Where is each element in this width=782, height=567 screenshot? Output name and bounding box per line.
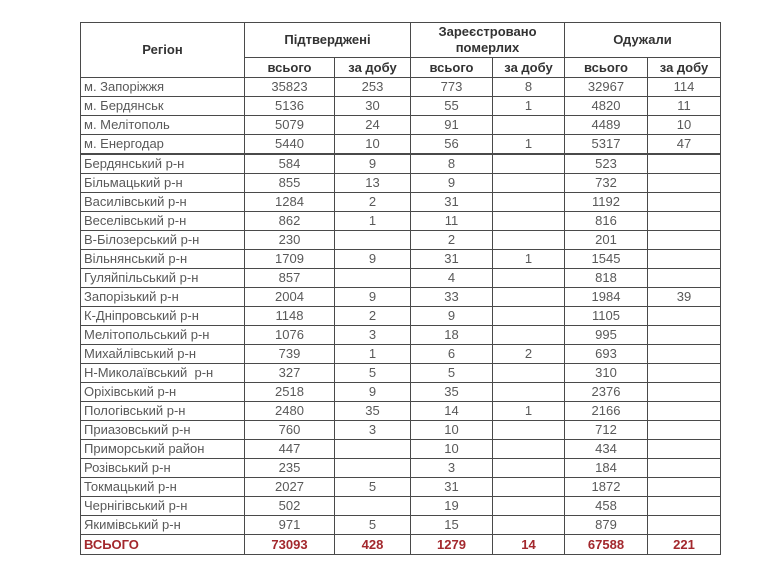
value-cell: 1284 bbox=[245, 193, 335, 212]
value-cell: 327 bbox=[245, 364, 335, 383]
value-cell: 1 bbox=[493, 135, 565, 155]
value-cell: 1709 bbox=[245, 250, 335, 269]
value-cell: 114 bbox=[648, 78, 721, 97]
value-cell: 1076 bbox=[245, 326, 335, 345]
table-row bbox=[81, 345, 721, 364]
value-cell: 13 bbox=[335, 174, 411, 193]
table-row bbox=[81, 174, 721, 193]
value-cell: 995 bbox=[565, 326, 648, 345]
value-cell: 2 bbox=[493, 345, 565, 364]
value-cell bbox=[648, 269, 721, 288]
value-cell: 14 bbox=[411, 402, 493, 421]
header-deaths-total: всього bbox=[411, 58, 493, 78]
region-cell: В-Білозерський р-н bbox=[81, 231, 245, 250]
value-cell bbox=[493, 269, 565, 288]
region-cell: Розівський р-н bbox=[81, 459, 245, 478]
value-cell: 1 bbox=[493, 402, 565, 421]
value-cell bbox=[648, 459, 721, 478]
value-cell: 857 bbox=[245, 269, 335, 288]
table-row bbox=[81, 154, 721, 174]
value-cell: 201 bbox=[565, 231, 648, 250]
value-cell bbox=[648, 402, 721, 421]
region-cell: м. Запоріжжя bbox=[81, 78, 245, 97]
table-row bbox=[81, 326, 721, 345]
value-cell: 1 bbox=[335, 212, 411, 231]
value-cell: 1105 bbox=[565, 307, 648, 326]
region-cell: Н-Миколаївський р-н bbox=[81, 364, 245, 383]
region-cell: Більмацький р-н bbox=[81, 174, 245, 193]
value-cell bbox=[335, 459, 411, 478]
table-row bbox=[81, 516, 721, 535]
value-cell bbox=[493, 212, 565, 231]
region-cell: Якимівський р-н bbox=[81, 516, 245, 535]
region-cell: Вільнянський р-н bbox=[81, 250, 245, 269]
value-cell: 11 bbox=[648, 97, 721, 116]
region-cell: Михайлівський р-н bbox=[81, 345, 245, 364]
region-cell: м. Бердянськ bbox=[81, 97, 245, 116]
region-cell: Гуляйпільський р-н bbox=[81, 269, 245, 288]
table-row bbox=[81, 497, 721, 516]
value-cell: 6 bbox=[411, 345, 493, 364]
value-cell: 8 bbox=[493, 78, 565, 97]
value-cell: 9 bbox=[411, 307, 493, 326]
table-row bbox=[81, 364, 721, 383]
totals-deaths-day: 14 bbox=[493, 535, 565, 555]
value-cell: 91 bbox=[411, 116, 493, 135]
value-cell: 35823 bbox=[245, 78, 335, 97]
value-cell bbox=[493, 440, 565, 459]
value-cell: 773 bbox=[411, 78, 493, 97]
table-body bbox=[81, 78, 721, 535]
value-cell bbox=[648, 307, 721, 326]
value-cell: 8 bbox=[411, 154, 493, 174]
value-cell bbox=[648, 193, 721, 212]
totals-confirmed-total: 73093 bbox=[245, 535, 335, 555]
value-cell: 5317 bbox=[565, 135, 648, 155]
totals-confirmed-day: 428 bbox=[335, 535, 411, 555]
value-cell: 47 bbox=[648, 135, 721, 155]
value-cell: 862 bbox=[245, 212, 335, 231]
value-cell: 2 bbox=[335, 193, 411, 212]
value-cell: 502 bbox=[245, 497, 335, 516]
value-cell: 458 bbox=[565, 497, 648, 516]
value-cell: 739 bbox=[245, 345, 335, 364]
value-cell bbox=[335, 269, 411, 288]
value-cell bbox=[648, 364, 721, 383]
value-cell: 3 bbox=[335, 421, 411, 440]
table-row bbox=[81, 440, 721, 459]
table-row bbox=[81, 421, 721, 440]
value-cell: 5 bbox=[335, 364, 411, 383]
header-recovered-total: всього bbox=[565, 58, 648, 78]
table-row bbox=[81, 193, 721, 212]
value-cell: 2 bbox=[411, 231, 493, 250]
value-cell: 971 bbox=[245, 516, 335, 535]
value-cell: 35 bbox=[411, 383, 493, 402]
header-confirmed-day: за добу bbox=[335, 58, 411, 78]
value-cell bbox=[648, 250, 721, 269]
value-cell: 9 bbox=[335, 288, 411, 307]
value-cell: 523 bbox=[565, 154, 648, 174]
value-cell: 5440 bbox=[245, 135, 335, 155]
value-cell: 19 bbox=[411, 497, 493, 516]
value-cell bbox=[493, 478, 565, 497]
value-cell: 31 bbox=[411, 193, 493, 212]
value-cell: 818 bbox=[565, 269, 648, 288]
value-cell bbox=[493, 326, 565, 345]
value-cell: 1 bbox=[493, 97, 565, 116]
value-cell: 24 bbox=[335, 116, 411, 135]
value-cell bbox=[493, 154, 565, 174]
totals-row bbox=[81, 535, 721, 555]
value-cell: 10 bbox=[648, 116, 721, 135]
region-cell: Чернігівський р-н bbox=[81, 497, 245, 516]
value-cell: 3 bbox=[411, 459, 493, 478]
table-row bbox=[81, 116, 721, 135]
value-cell bbox=[335, 440, 411, 459]
value-cell bbox=[648, 326, 721, 345]
table-row bbox=[81, 307, 721, 326]
table-row bbox=[81, 212, 721, 231]
value-cell: 253 bbox=[335, 78, 411, 97]
value-cell: 9 bbox=[335, 154, 411, 174]
header-deaths-day: за добу bbox=[493, 58, 565, 78]
value-cell: 879 bbox=[565, 516, 648, 535]
region-cell: Оріхівський р-н bbox=[81, 383, 245, 402]
value-cell bbox=[648, 516, 721, 535]
value-cell: 10 bbox=[335, 135, 411, 155]
value-cell: 2 bbox=[335, 307, 411, 326]
value-cell bbox=[648, 345, 721, 364]
value-cell: 32967 bbox=[565, 78, 648, 97]
header-confirmed: Підтверджені bbox=[245, 23, 411, 58]
value-cell bbox=[648, 383, 721, 402]
value-cell: 35 bbox=[335, 402, 411, 421]
region-cell: Приазовський р-н bbox=[81, 421, 245, 440]
table-row bbox=[81, 383, 721, 402]
value-cell: 2166 bbox=[565, 402, 648, 421]
value-cell: 5136 bbox=[245, 97, 335, 116]
header-region: Регіон bbox=[81, 23, 245, 78]
value-cell: 760 bbox=[245, 421, 335, 440]
value-cell: 1148 bbox=[245, 307, 335, 326]
value-cell bbox=[493, 421, 565, 440]
value-cell: 15 bbox=[411, 516, 493, 535]
value-cell: 235 bbox=[245, 459, 335, 478]
value-cell: 18 bbox=[411, 326, 493, 345]
value-cell bbox=[493, 364, 565, 383]
region-cell: Запорізький р-н bbox=[81, 288, 245, 307]
table-row bbox=[81, 402, 721, 421]
table-row bbox=[81, 269, 721, 288]
value-cell bbox=[493, 383, 565, 402]
value-cell: 184 bbox=[565, 459, 648, 478]
value-cell bbox=[648, 497, 721, 516]
value-cell: 55 bbox=[411, 97, 493, 116]
region-cell: м. Енергодар bbox=[81, 135, 245, 155]
totals-deaths-total: 1279 bbox=[411, 535, 493, 555]
value-cell: 310 bbox=[565, 364, 648, 383]
value-cell: 2480 bbox=[245, 402, 335, 421]
value-cell: 1545 bbox=[565, 250, 648, 269]
table-row bbox=[81, 78, 721, 97]
value-cell bbox=[335, 497, 411, 516]
table-row bbox=[81, 250, 721, 269]
value-cell: 816 bbox=[565, 212, 648, 231]
value-cell: 1 bbox=[493, 250, 565, 269]
value-cell: 2004 bbox=[245, 288, 335, 307]
value-cell: 2027 bbox=[245, 478, 335, 497]
value-cell: 31 bbox=[411, 250, 493, 269]
value-cell: 39 bbox=[648, 288, 721, 307]
region-cell: м. Мелітополь bbox=[81, 116, 245, 135]
region-cell: Пологівський р-н bbox=[81, 402, 245, 421]
value-cell: 56 bbox=[411, 135, 493, 155]
region-cell: Бердянський р-н bbox=[81, 154, 245, 174]
value-cell: 1192 bbox=[565, 193, 648, 212]
region-cell: Приморський район bbox=[81, 440, 245, 459]
value-cell: 732 bbox=[565, 174, 648, 193]
value-cell: 5 bbox=[335, 478, 411, 497]
value-cell: 1 bbox=[335, 345, 411, 364]
value-cell: 5 bbox=[335, 516, 411, 535]
region-cell: Веселівський р-н bbox=[81, 212, 245, 231]
header-confirmed-total: всього bbox=[245, 58, 335, 78]
value-cell bbox=[648, 212, 721, 231]
value-cell: 2518 bbox=[245, 383, 335, 402]
value-cell: 10 bbox=[411, 421, 493, 440]
header-group-row bbox=[81, 23, 721, 58]
value-cell: 11 bbox=[411, 212, 493, 231]
value-cell: 3 bbox=[335, 326, 411, 345]
value-cell: 9 bbox=[335, 383, 411, 402]
region-cell: К-Дніпровський р-н bbox=[81, 307, 245, 326]
table-row bbox=[81, 459, 721, 478]
value-cell: 447 bbox=[245, 440, 335, 459]
value-cell: 693 bbox=[565, 345, 648, 364]
value-cell: 1984 bbox=[565, 288, 648, 307]
value-cell bbox=[493, 516, 565, 535]
value-cell bbox=[493, 459, 565, 478]
value-cell: 9 bbox=[411, 174, 493, 193]
value-cell: 30 bbox=[335, 97, 411, 116]
value-cell: 4820 bbox=[565, 97, 648, 116]
value-cell bbox=[493, 193, 565, 212]
value-cell bbox=[493, 174, 565, 193]
value-cell: 5079 bbox=[245, 116, 335, 135]
table-row bbox=[81, 478, 721, 497]
value-cell: 855 bbox=[245, 174, 335, 193]
covid-stats-table bbox=[80, 22, 721, 555]
totals-recovered-day: 221 bbox=[648, 535, 721, 555]
totals-label: ВСЬОГО bbox=[81, 535, 245, 555]
value-cell bbox=[648, 478, 721, 497]
value-cell: 10 bbox=[411, 440, 493, 459]
value-cell: 434 bbox=[565, 440, 648, 459]
table-row bbox=[81, 231, 721, 250]
value-cell: 1872 bbox=[565, 478, 648, 497]
value-cell: 712 bbox=[565, 421, 648, 440]
value-cell bbox=[493, 307, 565, 326]
table-row bbox=[81, 97, 721, 116]
region-cell: Василівський р-н bbox=[81, 193, 245, 212]
value-cell: 4489 bbox=[565, 116, 648, 135]
value-cell bbox=[648, 154, 721, 174]
value-cell: 33 bbox=[411, 288, 493, 307]
table-row bbox=[81, 288, 721, 307]
value-cell: 2376 bbox=[565, 383, 648, 402]
value-cell: 230 bbox=[245, 231, 335, 250]
value-cell bbox=[493, 497, 565, 516]
header-deaths: Зареєстровано померлих bbox=[411, 23, 565, 58]
value-cell bbox=[493, 288, 565, 307]
value-cell: 9 bbox=[335, 250, 411, 269]
header-recovered: Одужали bbox=[565, 23, 721, 58]
region-cell: Токмацький р-н bbox=[81, 478, 245, 497]
table-row bbox=[81, 135, 721, 155]
region-cell: Мелітопольський р-н bbox=[81, 326, 245, 345]
value-cell: 5 bbox=[411, 364, 493, 383]
totals-recovered-total: 67588 bbox=[565, 535, 648, 555]
value-cell: 31 bbox=[411, 478, 493, 497]
value-cell bbox=[493, 116, 565, 135]
value-cell bbox=[648, 231, 721, 250]
value-cell bbox=[648, 440, 721, 459]
value-cell bbox=[648, 421, 721, 440]
value-cell: 4 bbox=[411, 269, 493, 288]
value-cell bbox=[335, 231, 411, 250]
value-cell bbox=[493, 231, 565, 250]
value-cell bbox=[648, 174, 721, 193]
header-recovered-day: за добу bbox=[648, 58, 721, 78]
value-cell: 584 bbox=[245, 154, 335, 174]
